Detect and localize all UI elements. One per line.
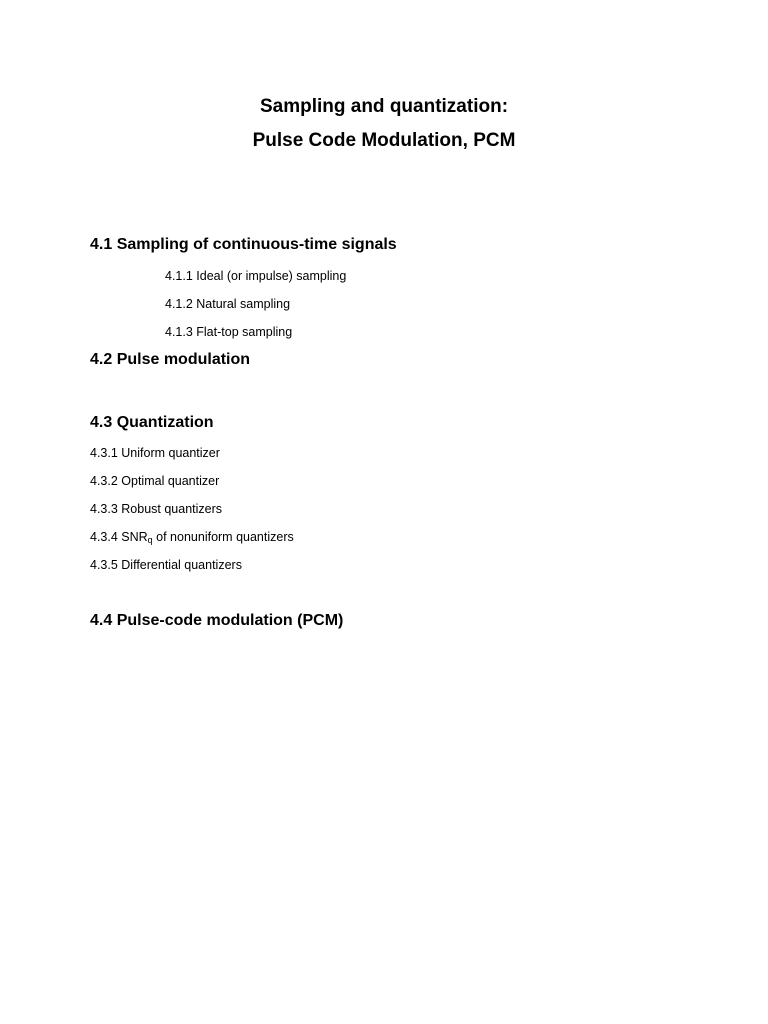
subsection-4-3-2: 4.3.2 Optimal quantizer (90, 474, 220, 488)
subsection-4-1-1: 4.1.1 Ideal (or impulse) sampling (165, 269, 347, 283)
section-heading-4-2: 4.2 Pulse modulation (90, 351, 251, 368)
title-line-2: Pulse Code Modulation, PCM (252, 130, 516, 151)
section-heading-4-1: 4.1 Sampling of continuous-time signals (90, 236, 397, 253)
subsection-4-3-5: 4.3.5 Differential quantizers (90, 558, 242, 572)
section-heading-4-3: 4.3 Quantization (90, 414, 214, 431)
subsection-4-3-4-suffix: of nonuniform quantizers (152, 530, 294, 544)
subsection-4-1-3: 4.1.3 Flat-top sampling (165, 325, 293, 339)
subsection-4-3-4-prefix: 4.3.4 SNR (90, 530, 148, 544)
subsection-4-3-1: 4.3.1 Uniform quantizer (90, 446, 220, 460)
snr-subscript: q (147, 535, 153, 545)
subsection-4-3-4 (90, 530, 294, 545)
subsection-4-1-2: 4.1.2 Natural sampling (165, 297, 291, 311)
subsection-4-3-3: 4.3.3 Robust quantizers (90, 502, 223, 516)
document-title (0, 90, 768, 158)
section-heading-4-4: 4.4 Pulse-code modulation (PCM) (90, 612, 344, 629)
title-line-1: Sampling and quantization: (259, 96, 509, 117)
